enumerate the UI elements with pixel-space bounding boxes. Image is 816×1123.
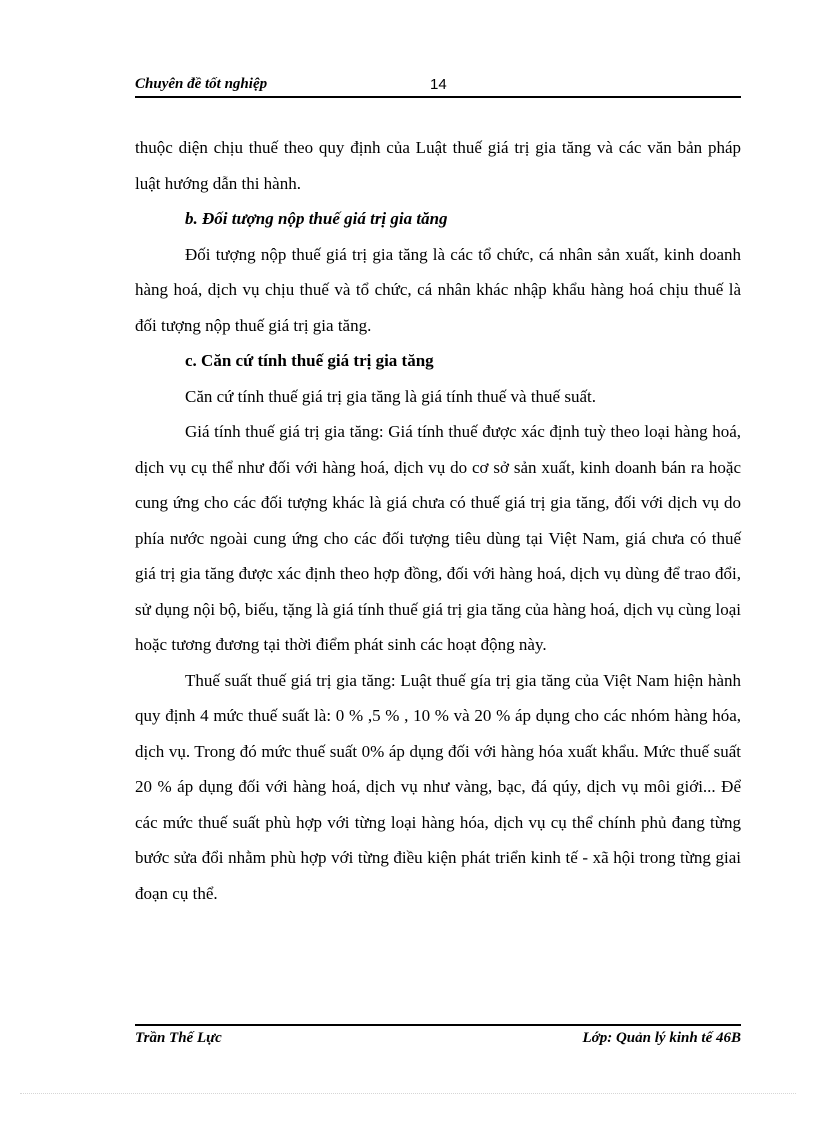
paragraph-continuation: thuộc diện chịu thuế theo quy định của Luật thuế giá trị gia tăng và các văn bản pháp luật hướng dẫn thi hành.	[135, 138, 741, 193]
section-heading-c: c. Căn cứ tính thuế giá trị gia tăng	[185, 351, 434, 370]
page-footer	[135, 1024, 741, 1054]
paragraph-taxable-price: Giá tính thuế giá trị gia tăng: Giá tính thuế được xác định tuỳ theo loại hàng hoá, dịch vụ cụ thể như đối với hàng hoá, dịch vụ do cơ sở sản xuất, kinh doanh bán ra hoặc cung ứng cho các đối tượng khác là giá chưa có thuế giá trị gia tăng, đối với dịch vụ do phía nước ngoài cung ứng cho các đối tượng tiêu dùng tại Việt Nam, giá chưa có thuế giá trị gia tăng được xác định theo hợp đồng, đối với hàng hoá, dịch vụ dùng để trao đổi, sử dụng nội bộ, biếu, tặng là giá tính thuế giá trị gia tăng của hàng hoá, dịch vụ cùng loại hoặc tương đương tại thời điểm phát sinh các hoạt động này.	[135, 422, 741, 654]
section-heading-b: b. Đối tượng nộp thuế giá trị gia tăng	[185, 209, 448, 228]
paragraph-basis: Căn cứ tính thuế giá trị gia tăng là giá tính thuế và thuế suất.	[185, 386, 596, 406]
page-header	[135, 76, 741, 98]
footer-author: Trần Thế Lực	[135, 1030, 222, 1046]
paragraph-tax-rate: Thuế suất thuế giá trị gia tăng: Luật thuế gía trị gia tăng của Việt Nam hiện hành quy định 4 mức thuế suất là: 0 % ,5 % , 10 % và 20 % áp dụng cho các nhóm hàng hóa, dịch vụ. Trong đó mức thuế suất 0% áp dụng đối với hàng hóa xuất khẩu. Mức thuế suất 20 % áp dụng đối với hàng hoá, dịch vụ như vàng, bạc, đá qúy, dịch vụ môi giới... Để các mức thuế suất phù hợp với từng loại hàng hóa, dịch vụ cụ thể chính phủ đang từng bước sửa đổi nhằm phù hợp với từng điều kiện phát triển kinh tế - xã hội trong từng giai đoạn cụ thể.	[135, 670, 741, 903]
page-number: 14	[430, 76, 447, 93]
document-body	[135, 130, 741, 911]
page-boundary-divider	[20, 1093, 796, 1094]
header-title: Chuyên đề tốt nghiệp	[135, 76, 268, 92]
paragraph-taxpayer: Đối tượng nộp thuế giá trị gia tăng là các tổ chức, cá nhân sản xuất, kinh doanh hàng hoá, dịch vụ chịu thuế và tổ chức, cá nhân khác nhập khẩu hàng hoá chịu thuế là đối tượng nộp thuế giá trị gia tăng.	[135, 244, 741, 335]
footer-class: Lớp: Quản lý kinh tế 46B	[582, 1030, 741, 1046]
